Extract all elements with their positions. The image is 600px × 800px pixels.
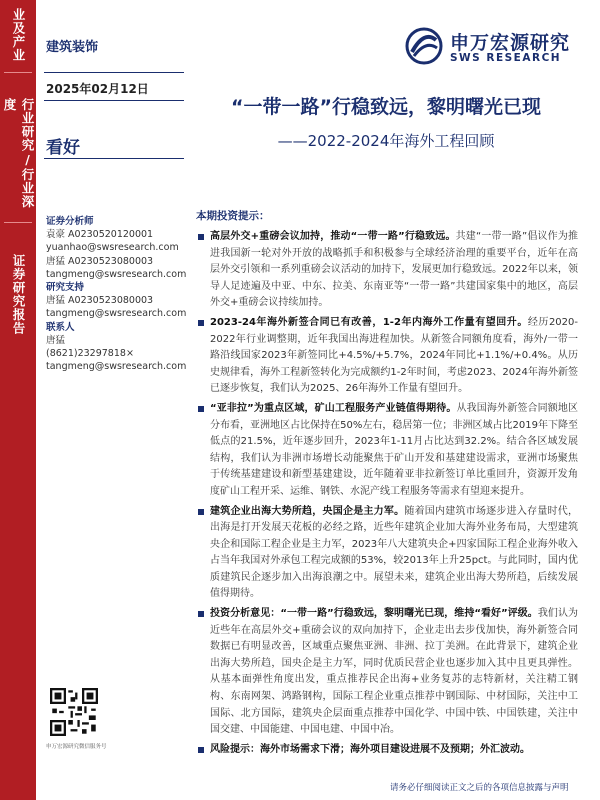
report-title: “一带一路”行稳致远，黎明曙光已现 [231,96,541,118]
sidebar [0,0,36,800]
date-rule [44,100,184,101]
bullet-item [196,504,578,604]
bullet-item [196,229,578,312]
report-subtitle: ——2022-2024年海外工程回顾 [277,132,495,150]
contact-section-label: 联系人 [46,321,75,333]
bullet-item [196,315,578,398]
bullet-lead: 风险提示：海外市场需求下滑；海外项目建设进展不及预期；外汇波动。 [210,743,530,755]
bullet-lead: “亚非拉”为重点区域，矿山工程服务产业链值得期待。 [210,402,457,414]
bullet-text: 共建“一带一路”倡议作为推进我国新一轮对外开放的战略抓手和积极参与全球经济治理的重要平台，近年在高层外交引领和一系列重磅会议活动的加持下，发展更加行稳致远。2022年以来，领导人足迹遍及中亚、中东、拉美、东南亚等“一带一路”共建国家集中的地区，高层外交+重磅会议持续加持。 [210,231,578,309]
bullet-lead: 投资分析意见：“一带一路”行稳致远，黎明曙光已现，维持“看好”评级。 [210,608,538,620]
industry-label: 建筑装饰 [46,40,99,55]
bullet-icon [198,320,204,326]
analyst-section-label: 证券分析师 [46,216,94,227]
sidebar-divider [4,222,32,223]
analyst-email[interactable]: yuanhao@swsresearch.com [46,242,179,254]
contact-email[interactable]: tangmeng@swsresearch.com [46,361,187,373]
section-heading: 本期投资提示： [196,210,270,222]
support-email[interactable]: tangmeng@swsresearch.com [46,308,187,320]
sidebar-divider [4,72,32,73]
bullet-icon [198,509,204,515]
main-content [196,208,578,761]
bullet-icon [198,406,204,412]
bullet-text: 随着国内建筑市场逐步进入存量时代，出海是打开发展天花板的必经之路，近些年建筑企业加大海外业务布局，大型建筑央企和国际工程企业是主力军，2023年八大建筑央企+四家国际工程企业海外收入占当年我国对外承包工程完成额的53%，较2013年上升25pct。与此同时，国内优质建筑民企逐步加入出海浪潮之中。展望未来，建筑企业出海大势所趋，后续发展值得期待。 [210,505,579,600]
support-section-label: 研究支持 [46,282,85,294]
analyst-name: 唐猛 A0230523080003 [46,255,154,267]
bullet-lead: 建筑企业出海大势所趋，央国企是主力军。 [210,505,405,517]
bullet-icon [198,234,204,240]
bullet-lead: 2023-24年海外新签合同已有改善，1-2年内海外工作量有望回升。 [210,316,528,328]
bullet-text: 经历2020-2022年行业调整期，近年我国出海进程加快。从新签合同额角度看，海外/一带一路沿线国家2023年新签同比+4.5%/+5.7%，2024年同比+1.1%/+0.4%。从历史规律看，海外工程新签转化为完成额约1-2年时间，考虑2023、2024年海外新签已逐步恢复，我们认为2025、26年海外工作量有望回升。 [210,316,579,395]
sws-logo-icon [404,26,444,66]
bullet-icon [198,747,204,753]
bullet-lead: 高层外交+重磅会议加持，推动“一带一路”行稳致远。 [210,231,456,242]
bullet-text: 从我国海外新签合同额地区分布看，亚洲地区占比保持在50%左右，稳居第一位；非洲区域占比2019年下降至低点的21.5%，近年逐步回升，2023年1-11月占比达到32.2%。结合各区域发展结构，我们认为非洲市场增长动能聚焦于矿山开发和基建建设需求，亚洲市场聚焦于传统基建建设和新型基建建设，近年随着亚非拉新签订单比重回升，资源开发角度矿山工程开采、运维、钢铁、水泥产线工程服务等需求有望迎来提升。 [210,402,578,497]
analyst-email[interactable]: tangmeng@swsresearch.com [46,268,187,280]
rating: 看好 [46,138,80,158]
sidebar-category: 行业研究/行业深度 [2,98,35,209]
bullet-text: 我们认为近些年在高层外交+重磅会议的双向加持下，企业走出去步伐加快，海外新签合同数据已有明显改善，区域重点聚焦亚洲、非洲、拉丁美洲。在此背景下，建筑企业出海大势所趋，国央企是主力军，同时优质民营企业也逐步加入其中且更具弹性。从基本面弹性角度出发，重点推荐民企出海+业务复苏的志特新材，关注精工钢构、东南网架、鸿路钢构，国际工程企业重点推荐中钢国际、中材国际，关注中工国际、北方国际，建筑央企层面重点推荐中国化学、中国中铁、中国铁建，关注中国交建、中国能建、中国电建、中国中冶。 [210,608,578,736]
contact-phone: (8621)23297818× [46,348,134,360]
rating-rule [44,158,184,159]
bullet-item [196,742,578,759]
logo-text-en: SWS RESEARCH [450,52,562,64]
logo-text-cn: 申万宏源研究 [450,32,571,54]
qr-code-icon[interactable] [50,688,98,736]
support-name: 唐猛 A0230523080003 [46,295,154,307]
bullet-item [196,401,578,501]
sws-logo [404,26,584,72]
report-date: 2025年02月12日 [46,82,149,96]
header-rule [44,72,184,73]
sidebar-report-type: 业及产业 [11,8,26,62]
sidebar-series: 证券研究报告 [11,253,26,335]
bullet-item [196,606,578,739]
bullet-icon [198,611,204,617]
analyst-name: 袁豪 A0230520120001 [46,229,154,241]
contacts-panel [46,215,191,373]
contact-name: 唐猛 [46,334,66,346]
qr-caption: 申万宏源研究微信服务号 [46,744,107,750]
footer-disclaimer: 请务必仔细阅读正文之后的各项信息披露与声明 [390,783,569,793]
